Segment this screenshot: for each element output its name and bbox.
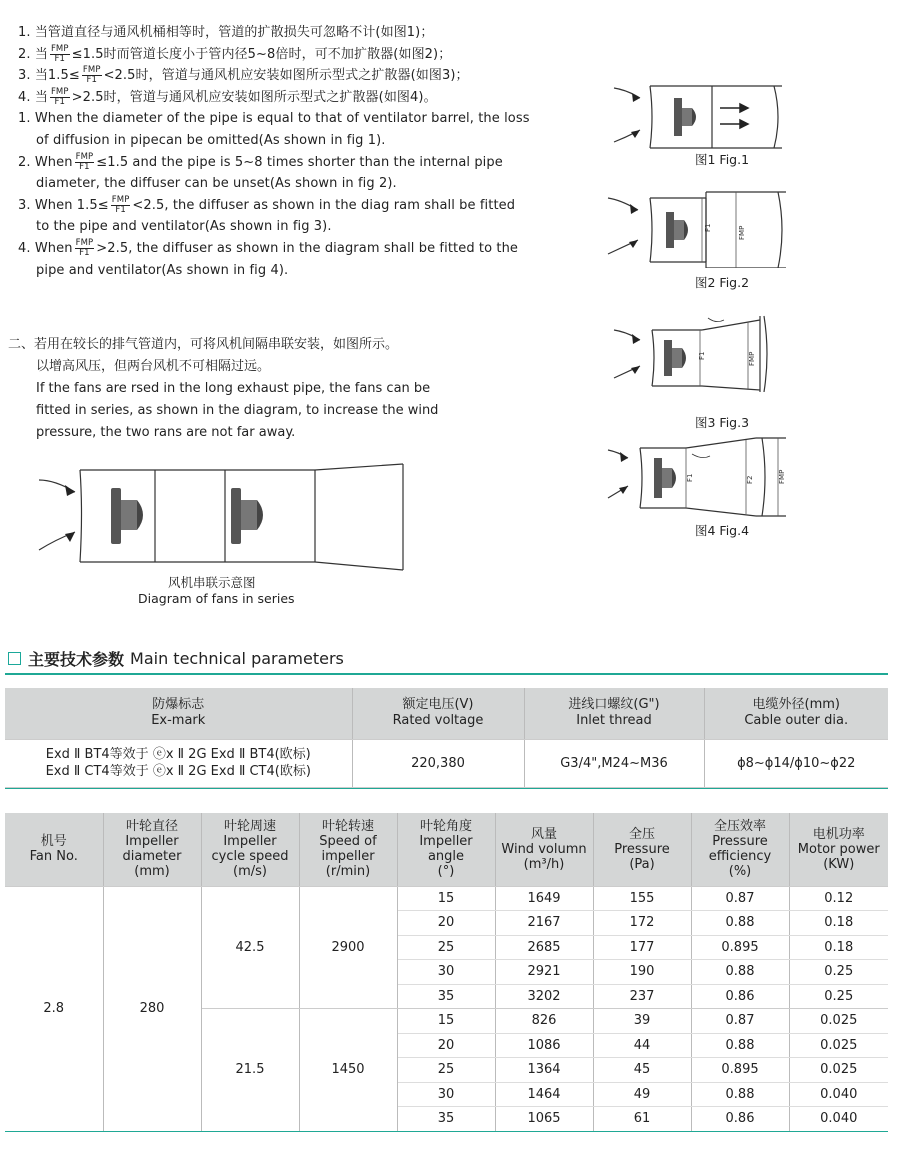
power-cell: 0.040 bbox=[789, 1082, 888, 1107]
fig3-caption: 图3 Fig.3 bbox=[695, 415, 750, 430]
note-cn-2: 2. 当 $\frac{\text{FMP}}{F1}$ ≤1.5时而管道长度小于管内径5~8倍时，可不加扩散器(如图2)； bbox=[18, 43, 452, 64]
fan-no-cell: 2.8 bbox=[5, 886, 103, 1131]
fan-header-fan-no: 机号 Fan No. bbox=[5, 813, 103, 886]
fig4-caption: 图4 Fig.4 bbox=[695, 523, 750, 538]
pressure-cell: 177 bbox=[593, 935, 691, 960]
pressure-cell: 172 bbox=[593, 911, 691, 936]
rpm-cell: 2900 bbox=[299, 886, 397, 1009]
ex-header-exmark: 防爆标志 Ex-mark bbox=[5, 688, 352, 739]
power-cell: 0.025 bbox=[789, 1033, 888, 1058]
note-en-3-cont: to the pipe and ventilator(As shown in fig 3). bbox=[36, 219, 332, 235]
flow-cell: 1649 bbox=[495, 886, 593, 911]
cycle-speed-cell: 21.5 bbox=[201, 1009, 299, 1132]
ex-table-header-row bbox=[5, 688, 888, 739]
note-en-3: 3. When 1.5≤ $\frac{\text{FMP}}{F1}$ <2.5, the diffuser as shown in the diag ram shall be fitted bbox=[18, 194, 516, 215]
thread-cell: G3/4",M24~M36 bbox=[524, 739, 704, 787]
series-caption-cn: 风机串联示意图 bbox=[168, 575, 256, 590]
fig3-f1-label: F1 bbox=[698, 351, 706, 360]
fan-header-diameter: 叶轮直径 Impeller diameter (mm) bbox=[103, 813, 201, 886]
fmp-f1-fraction: $\frac{\text{FMP}}{F1}$ bbox=[75, 237, 94, 258]
angle-cell: 15 bbox=[397, 1009, 495, 1034]
power-cell: 0.25 bbox=[789, 984, 888, 1009]
fig4-f1-label: F1 bbox=[686, 473, 694, 482]
power-cell: 0.025 bbox=[789, 1009, 888, 1034]
checkbox-square-icon bbox=[8, 652, 21, 665]
pressure-cell: 61 bbox=[593, 1107, 691, 1132]
series-install-text bbox=[8, 334, 458, 444]
cycle-speed-cell: 42.5 bbox=[201, 886, 299, 1009]
fig2-f1-label: F1 bbox=[704, 223, 712, 232]
fan-header-efficiency: 全压效率 Pressure efficiency (%) bbox=[691, 813, 789, 886]
pressure-cell: 39 bbox=[593, 1009, 691, 1034]
flow-cell: 2921 bbox=[495, 960, 593, 985]
fan-parameters-table bbox=[5, 813, 888, 1132]
eff-cell: 0.88 bbox=[691, 1033, 789, 1058]
fan-header-cycle-speed: 叶轮周速 Impeller cycle speed (m/s) bbox=[201, 813, 299, 886]
angle-cell: 15 bbox=[397, 886, 495, 911]
ex-mark-table bbox=[5, 688, 888, 788]
flow-cell: 3202 bbox=[495, 984, 593, 1009]
fig2-fmp-label: FMP bbox=[738, 225, 746, 240]
fig1-diagram bbox=[612, 82, 792, 154]
ex-header-thread: 进线口螺纹(G") Inlet thread bbox=[524, 688, 704, 739]
flow-cell: 2685 bbox=[495, 935, 593, 960]
power-cell: 0.12 bbox=[789, 886, 888, 911]
fig4-diagram bbox=[606, 432, 796, 520]
fan-header-rpm: 叶轮转速 Speed of impeller (r/min) bbox=[299, 813, 397, 886]
note-cn-4: 4. 当 $\frac{\text{FMP}}{F1}$ >2.5时，管道与通风机应安装如图所示型式之扩散器(如图4)。 bbox=[18, 86, 437, 107]
eff-cell: 0.87 bbox=[691, 886, 789, 911]
fig4-fmp-label: FMP bbox=[778, 469, 786, 484]
pressure-cell: 44 bbox=[593, 1033, 691, 1058]
table-row bbox=[5, 886, 888, 911]
fmp-f1-fraction: $\frac{\text{FMP}}{F1}$ bbox=[82, 65, 101, 86]
ex-header-cable: 电缆外径(mm) Cable outer dia. bbox=[704, 688, 888, 739]
note-en-1: 1. When the diameter of the pipe is equal to that of ventilator barrel, the loss bbox=[18, 111, 530, 127]
fan-header-motor-power: 电机功率 Motor power (KW) bbox=[789, 813, 888, 886]
series-en-1: If the fans are rsed in the long exhaust pipe, the fans can be bbox=[36, 381, 431, 396]
fan-header-wind-volume: 风量 Wind volumn (m³/h) bbox=[495, 813, 593, 886]
note-cn-1: 1. 当管道直径与通风机桶相等时，管道的扩散损失可忽略不计(如图1)； bbox=[18, 25, 434, 40]
ex-table-bottom-line bbox=[5, 788, 888, 789]
note-cn-3: 3. 当1.5≤ $\frac{\text{FMP}}{F1}$ <2.5时，管道与通风机应安装如图所示型式之扩散器(如图3)； bbox=[18, 65, 469, 86]
note-en-2: 2. When $\frac{\text{FMP}}{F1}$ ≤1.5 and the pipe is 5~8 times shorter than the internal pipe bbox=[18, 151, 503, 172]
ex-header-voltage: 额定电压(V) Rated voltage bbox=[352, 688, 524, 739]
series-en-3: pressure, the two rans are not far away. bbox=[36, 425, 296, 440]
eff-cell: 0.88 bbox=[691, 911, 789, 936]
fig4-f2-label: F2 bbox=[746, 475, 754, 484]
pressure-cell: 237 bbox=[593, 984, 691, 1009]
fig3-fmp-label: FMP bbox=[748, 351, 756, 366]
fmp-f1-fraction: $\frac{\text{FMP}}{F1}$ bbox=[50, 43, 69, 64]
section-divider bbox=[5, 673, 888, 675]
series-cn-1: 二、若用在较长的排气管道内，可将风机间隔串联安装，如图所示。 bbox=[8, 337, 399, 352]
angle-cell: 25 bbox=[397, 1058, 495, 1083]
eff-cell: 0.88 bbox=[691, 1082, 789, 1107]
flow-cell: 1464 bbox=[495, 1082, 593, 1107]
fmp-f1-fraction: $\frac{\text{FMP}}{F1}$ bbox=[50, 86, 69, 107]
series-caption-en: Diagram of fans in series bbox=[138, 591, 295, 606]
fan-table-body bbox=[5, 886, 888, 1131]
eff-cell: 0.87 bbox=[691, 1009, 789, 1034]
ex-table-row bbox=[5, 739, 888, 787]
angle-cell: 35 bbox=[397, 1107, 495, 1132]
flow-cell: 1065 bbox=[495, 1107, 593, 1132]
angle-cell: 20 bbox=[397, 911, 495, 936]
note-en-4: 4. When $\frac{\text{FMP}}{F1}$ >2.5, the diffuser as shown in the diagram shall be fitted to the bbox=[18, 237, 519, 258]
series-en-2: fitted in series, as shown in the diagram, to increase the wind bbox=[36, 403, 439, 418]
diameter-cell: 280 bbox=[103, 886, 201, 1131]
fig1-caption: 图1 Fig.1 bbox=[695, 152, 750, 167]
angle-cell: 30 bbox=[397, 960, 495, 985]
fan-header-angle: 叶轮角度 Impeller angle (°) bbox=[397, 813, 495, 886]
power-cell: 0.25 bbox=[789, 960, 888, 985]
pressure-cell: 190 bbox=[593, 960, 691, 985]
eff-cell: 0.86 bbox=[691, 984, 789, 1009]
rpm-cell: 1450 bbox=[299, 1009, 397, 1132]
section-title bbox=[8, 647, 344, 670]
fig2-caption: 图2 Fig.2 bbox=[695, 275, 750, 290]
power-cell: 0.18 bbox=[789, 935, 888, 960]
flow-cell: 2167 bbox=[495, 911, 593, 936]
power-cell: 0.040 bbox=[789, 1107, 888, 1132]
series-cn-2: 以增高风压，但两台风机不可相隔过远。 bbox=[36, 359, 271, 374]
eff-cell: 0.895 bbox=[691, 935, 789, 960]
installation-notes bbox=[18, 22, 578, 281]
fan-table-bottom-line bbox=[5, 1131, 888, 1132]
flow-cell: 1364 bbox=[495, 1058, 593, 1083]
angle-cell: 20 bbox=[397, 1033, 495, 1058]
power-cell: 0.18 bbox=[789, 911, 888, 936]
pressure-cell: 45 bbox=[593, 1058, 691, 1083]
flow-cell: 1086 bbox=[495, 1033, 593, 1058]
fmp-f1-fraction: $\frac{\text{FMP}}{F1}$ bbox=[75, 151, 94, 172]
cable-cell: ϕ8~ϕ14/ϕ10~ϕ22 bbox=[704, 739, 888, 787]
angle-cell: 25 bbox=[397, 935, 495, 960]
fig3-diagram bbox=[612, 310, 782, 392]
fmp-f1-fraction: $\frac{\text{FMP}}{F1}$ bbox=[111, 194, 130, 215]
note-en-1-cont: of diffusion in pipecan be omitted(As shown in fig 1). bbox=[36, 132, 386, 148]
fan-table-header-row bbox=[5, 813, 888, 886]
angle-cell: 35 bbox=[397, 984, 495, 1009]
ex-mark-cell: Exd Ⅱ BT4等效于 ⓔx Ⅱ 2G Exd Ⅱ BT4(欧标) Exd Ⅱ CT4等效于 ⓔx Ⅱ 2G Exd Ⅱ CT4(欧标) bbox=[5, 739, 352, 787]
section-title-en: Main technical parameters bbox=[130, 649, 344, 668]
eff-cell: 0.895 bbox=[691, 1058, 789, 1083]
fans-in-series-diagram bbox=[35, 462, 410, 574]
flow-cell: 826 bbox=[495, 1009, 593, 1034]
angle-cell: 30 bbox=[397, 1082, 495, 1107]
voltage-cell: 220,380 bbox=[352, 739, 524, 787]
fig2-diagram bbox=[606, 190, 796, 268]
note-en-4-cont: pipe and ventilator(As shown in fig 4). bbox=[36, 262, 289, 278]
eff-cell: 0.88 bbox=[691, 960, 789, 985]
power-cell: 0.025 bbox=[789, 1058, 888, 1083]
fan-header-pressure: 全压 Pressure (Pa) bbox=[593, 813, 691, 886]
note-en-2-cont: diameter, the diffuser can be unset(As shown in fig 2). bbox=[36, 176, 397, 192]
section-title-cn: 主要技术参数 bbox=[28, 650, 125, 669]
pressure-cell: 49 bbox=[593, 1082, 691, 1107]
pressure-cell: 155 bbox=[593, 886, 691, 911]
eff-cell: 0.86 bbox=[691, 1107, 789, 1132]
